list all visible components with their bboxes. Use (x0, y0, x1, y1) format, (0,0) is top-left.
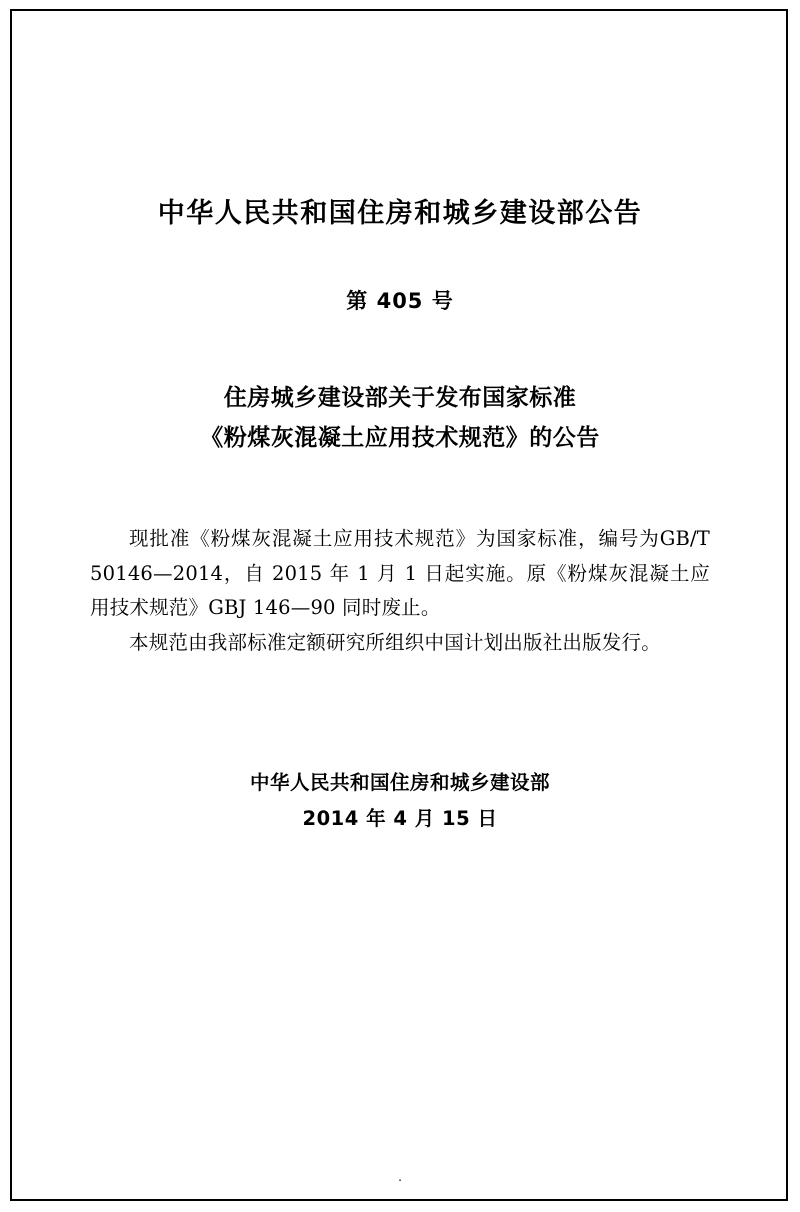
subtitle-line-2: 《粉煤灰混凝土应用技术规范》的公告 (200, 424, 600, 452)
signature-date: 2014 年 4 月 15 日 (302, 807, 498, 831)
body-paragraph-1: 现批准《粉煤灰混凝土应用技术规范》为国家标准，编号为GB/T 50146—2014，自 2015 年 1 月 1 日起实施。原《粉煤灰混凝土应用技术规范》GBJ 146—90 同时废止。 (90, 527, 710, 620)
page-title: 中华人民共和国住房和城乡建设部公告 (157, 198, 643, 229)
subtitle-line-1: 住房城乡建设部关于发布国家标准 (223, 384, 577, 411)
document-number: 第 405 号 (346, 289, 454, 313)
document-body (90, 522, 710, 661)
page-content (60, 0, 740, 1212)
document-subtitle (60, 378, 740, 459)
page-marker: . (398, 1170, 402, 1184)
signature-organization: 中华人民共和国住房和城乡建设部 (249, 771, 550, 794)
body-paragraph-2: 本规范由我部标准定额研究所组织中国计划出版社出版发行。 (129, 631, 661, 655)
signature-block (60, 765, 740, 837)
